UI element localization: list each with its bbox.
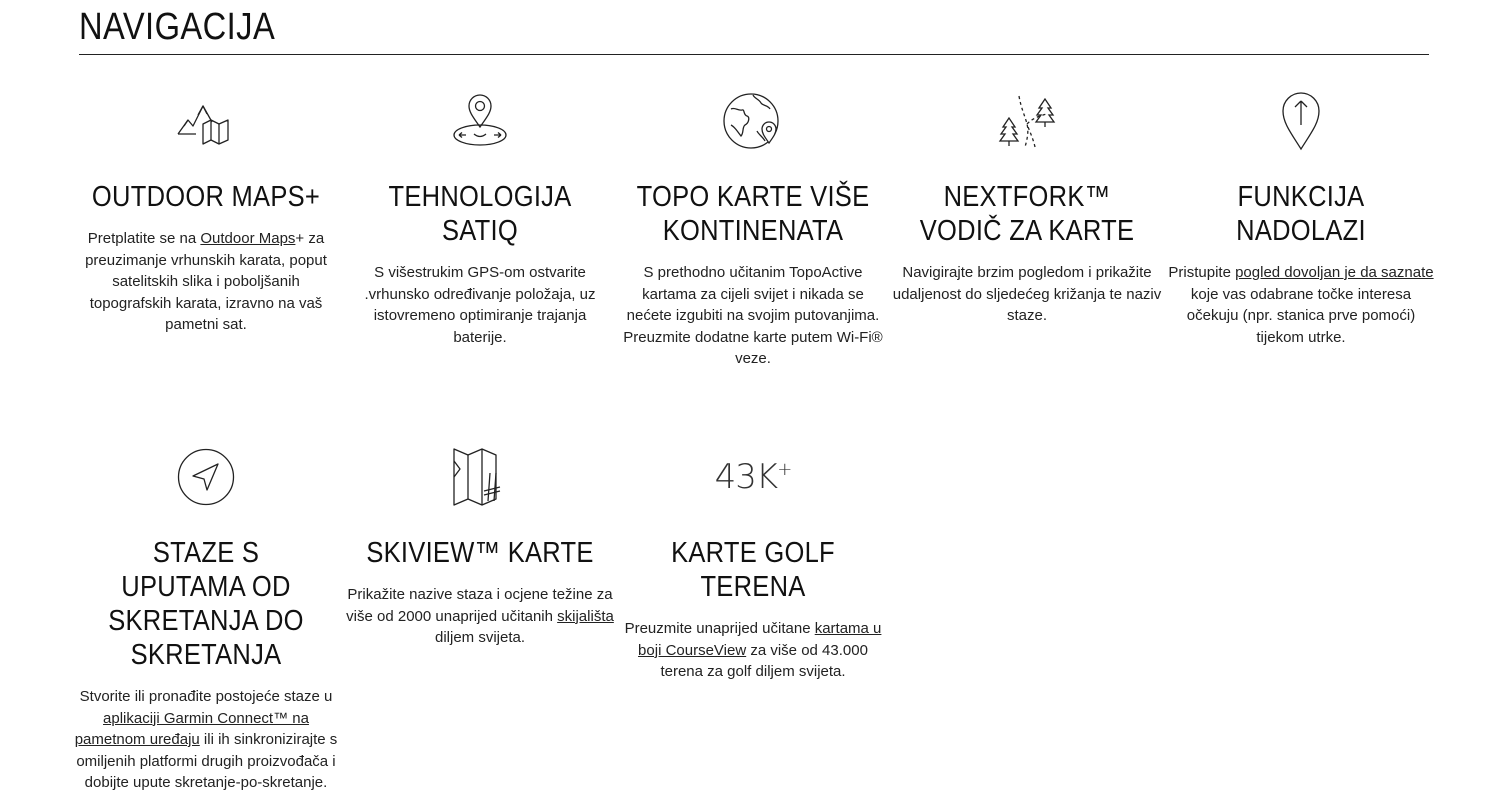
feature-description: Stvorite ili pronađite postojeće staze u aplikaciji Garmin Connect™ na pametnom uređaju ili ih sinkronizirajte s omiljenih platformi drugih proizvođača i dobijte upute skretanje-po-skretanje.: [74, 688, 338, 791]
feature-satiq: [345, 90, 615, 348]
43k-plus-text-icon: 43K+: [714, 457, 792, 497]
feature-title: TEHNOLOGIJA SATIQ: [388, 181, 572, 247]
feature-turn-by-turn: [71, 446, 341, 794]
feature-description: Prikažite nazive staza i ocjene težine za više od 2000 unaprijed učitanih skijališta diljem svijeta.: [346, 586, 614, 646]
globe-pin-icon: [618, 90, 888, 152]
feature-description: Pretplatite se na Outdoor Maps+ za preuzimanje vrhunskih karata, poput satelitskih slika i poboljšanih topografskih karata, izravno na vaš pametni sat.: [85, 230, 327, 333]
feature-description: S višestrukim GPS-om ostvarite .vrhunsko određivanje položaja, uz istovremeno optimiranje trajanja baterije.: [364, 264, 596, 346]
courseview-link[interactable]: kartama u boji CourseView: [638, 620, 882, 659]
up-arrow-pin-icon: [1166, 90, 1436, 152]
feature-description: Navigirajte brzim pogledom i prikažite udaljenost do sljedećeg križanja te naziv staze.: [892, 264, 1162, 324]
outdoor-maps-link[interactable]: Outdoor Maps: [200, 230, 296, 247]
feature-title: STAZE S UPUTAMA OD SKRETANJA DO SKRETANJA: [108, 537, 304, 671]
feature-title: OUTDOOR MAPS+: [91, 181, 321, 213]
feature-description: Preuzmite unaprijed učitane kartama u boji CourseView za više od 43.000 terena za golf diljem svijeta.: [624, 620, 882, 680]
feature-nextfork: [892, 90, 1162, 327]
garmin-connect-link[interactable]: aplikaciji Garmin Connect™ na pametnom uređaju: [74, 709, 309, 748]
navigation-arrow-icon: [71, 446, 341, 508]
feature-title: TOPO KARTE VIŠE KONTINENATA: [636, 181, 870, 247]
feature-title: KARTE GOLF TERENA: [671, 537, 835, 603]
gps-pin-icon: [345, 90, 615, 152]
feature-description: Pristupite pogled dovoljan je da saznate koje vas odabrane točke interesa očekuju (npr. stanica prve pomoći) tijekom utrke.: [1168, 264, 1434, 346]
ski-map-icon: [345, 446, 615, 508]
feature-upcoming: [1166, 90, 1436, 348]
feature-topo-maps: [618, 90, 888, 370]
ski-resorts-link[interactable]: skijališta: [557, 607, 614, 625]
page-title: NAVIGACIJA: [79, 6, 276, 48]
feature-title: SKIVIEW™ KARTE: [366, 537, 594, 569]
glance-link[interactable]: pogled dovoljan je da saznate: [1235, 264, 1434, 281]
title-divider: [79, 54, 1429, 55]
trail-fork-trees-icon: [892, 90, 1162, 152]
mountains-map-icon: [71, 90, 341, 152]
feature-title: FUNKCIJA NADOLAZI: [1236, 181, 1366, 247]
feature-outdoor-maps: [71, 90, 341, 336]
feature-skiview: [345, 446, 615, 649]
feature-description: S prethodno učitanim TopoActive kartama za cijeli svijet i nikada se nećete izgubiti na svojim putovanjima. Preuzmite dodatne karte putem Wi-Fi® veze.: [623, 264, 883, 367]
feature-golf: [618, 446, 888, 683]
feature-title: NEXTFORK™ VODIČ ZA KARTE: [919, 181, 1135, 247]
